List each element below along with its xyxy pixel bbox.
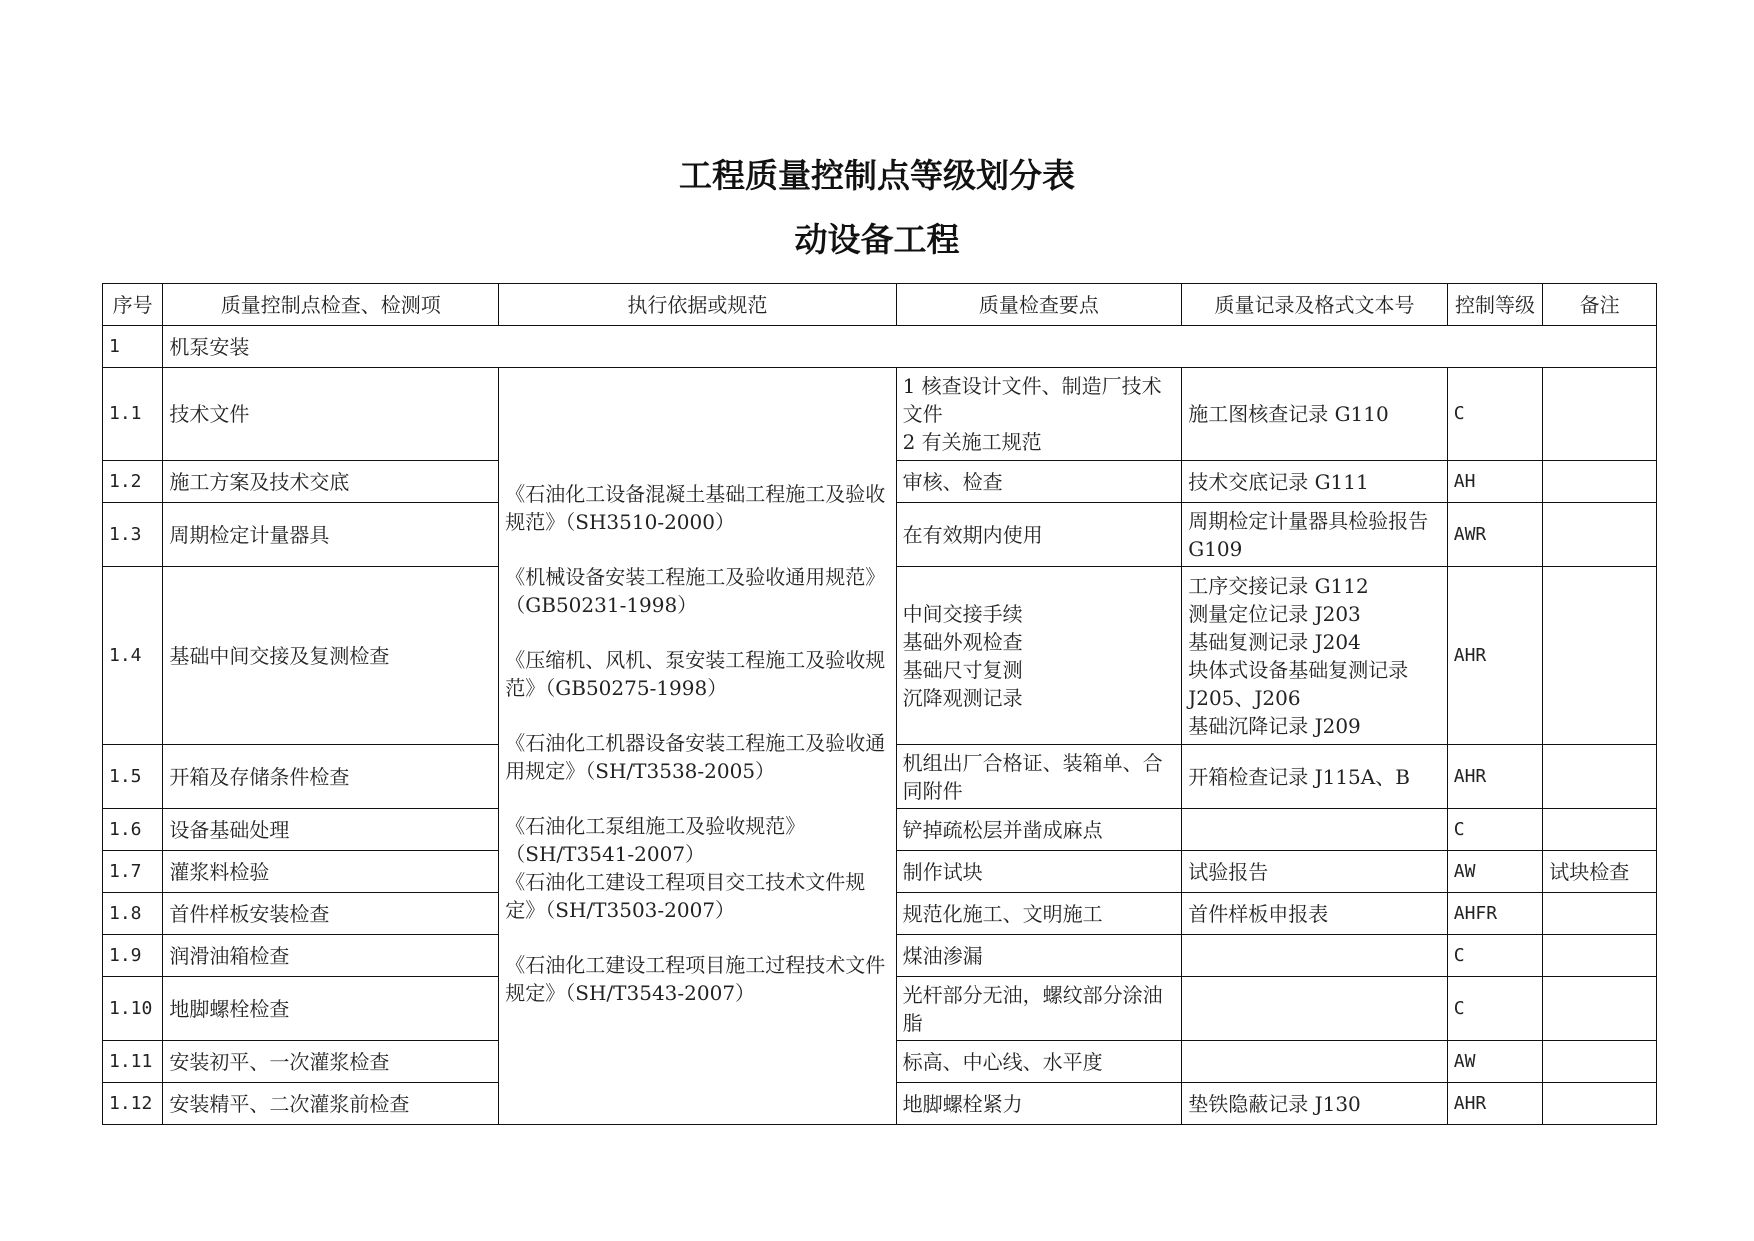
row-records-line: 周期检定计量器具检验报告 G109	[1188, 508, 1429, 561]
row-no: 1.9	[103, 935, 163, 977]
row-points-line: 沉降观测记录	[902, 685, 1023, 710]
row-points-line: 光杆部分无油，螺纹部分涂油脂	[902, 982, 1163, 1035]
standard-item: 《压缩机、风机、泵安装工程施工及验收规范》（GB50275-1998）	[505, 648, 886, 700]
row-points-line: 基础尺寸复测	[902, 657, 1023, 682]
standards-list	[505, 480, 889, 1007]
header-level: 控制等级	[1447, 284, 1543, 326]
row-records	[1182, 851, 1448, 893]
row-points	[896, 851, 1182, 893]
header-points: 质量检查要点	[896, 284, 1182, 326]
row-records	[1182, 567, 1448, 745]
row-points	[896, 368, 1182, 461]
row-remark	[1543, 1041, 1657, 1083]
row-records-line: 测量定位记录 J203	[1188, 601, 1361, 626]
row-no: 1.11	[103, 1041, 163, 1083]
row-item: 设备基础处理	[163, 809, 499, 851]
row-records-line: 试验报告	[1188, 859, 1269, 884]
row-remark	[1543, 461, 1657, 503]
row-points-line: 1 核查设计文件、制造厂技术文件	[902, 374, 1162, 426]
row-item: 基础中间交接及复测检查	[163, 567, 499, 745]
row-item: 安装精平、二次灌浆前检查	[163, 1083, 499, 1125]
row-item: 开箱及存储条件检查	[163, 745, 499, 809]
row-level: C	[1447, 809, 1543, 851]
row-points	[896, 1083, 1182, 1125]
row-level: AHR	[1447, 745, 1543, 809]
row-no: 1.2	[103, 461, 163, 503]
standard-item: 《石油化工建设工程项目交工技术文件规定》（SH/T3503-2007）	[505, 870, 866, 922]
header-records: 质量记录及格式文本号	[1182, 284, 1448, 326]
row-remark	[1543, 368, 1657, 461]
row-records-line: 垫铁隐蔽记录 J130	[1188, 1091, 1361, 1116]
standard-item: 《机械设备安装工程施工及验收通用规范》（GB50231-1998）	[505, 565, 886, 617]
row-item: 技术文件	[163, 368, 499, 461]
row-records	[1182, 1041, 1448, 1083]
row-no: 1.12	[103, 1083, 163, 1125]
row-no: 1.6	[103, 809, 163, 851]
standard-item: 《石油化工建设工程项目施工过程技术文件规定》（SH/T3543-2007）	[505, 953, 886, 1005]
row-points-line: 审核、检查	[902, 469, 1003, 494]
row-level: C	[1447, 977, 1543, 1041]
row-points	[896, 809, 1182, 851]
row-remark	[1543, 893, 1657, 935]
row-records-line: 基础复测记录 J204	[1188, 629, 1361, 654]
row-item: 施工方案及技术交底	[163, 461, 499, 503]
header-no: 序号	[103, 284, 163, 326]
row-item: 首件样板安装检查	[163, 893, 499, 935]
row-level: AHR	[1447, 567, 1543, 745]
row-points-line: 地脚螺栓紧力	[902, 1091, 1023, 1116]
row-records	[1182, 809, 1448, 851]
row-remark	[1543, 745, 1657, 809]
row-points-line: 铲掉疏松层并凿成麻点	[902, 817, 1103, 842]
standards-cell	[499, 368, 896, 1125]
row-no: 1.1	[103, 368, 163, 461]
document-title: 工程质量控制点等级划分表	[679, 156, 1075, 195]
row-points	[896, 1041, 1182, 1083]
row-no: 1.10	[103, 977, 163, 1041]
row-records-line: 基础沉降记录 J209	[1188, 713, 1361, 738]
table-header-row	[103, 284, 1657, 326]
row-no: 1.5	[103, 745, 163, 809]
row-remark	[1543, 935, 1657, 977]
row-level: AW	[1447, 851, 1543, 893]
row-item: 安装初平、一次灌浆检查	[163, 1041, 499, 1083]
section-row	[103, 326, 1657, 368]
standard-item: 《石油化工机器设备安装工程施工及验收通用规定》（SH/T3538-2005）	[505, 731, 886, 783]
row-points-line: 中间交接手续	[902, 601, 1023, 626]
row-no: 1.4	[103, 567, 163, 745]
row-records-line: 开箱检查记录 J115A、B	[1188, 764, 1410, 789]
row-remark: 试块检查	[1543, 851, 1657, 893]
row-points-line: 基础外观检查	[902, 629, 1023, 654]
row-records	[1182, 1083, 1448, 1125]
section-name: 机泵安装	[163, 326, 1657, 368]
row-records-line: 施工图核查记录 G110	[1188, 402, 1389, 426]
row-records	[1182, 368, 1448, 461]
row-remark	[1543, 977, 1657, 1041]
header-item: 质量控制点检查、检测项	[163, 284, 499, 326]
row-records	[1182, 745, 1448, 809]
row-points-line: 在有效期内使用	[902, 522, 1043, 547]
row-remark	[1543, 1083, 1657, 1125]
row-level: C	[1447, 368, 1543, 461]
row-points	[896, 567, 1182, 745]
row-remark	[1543, 809, 1657, 851]
header-remark: 备注	[1543, 284, 1657, 326]
row-level: AW	[1447, 1041, 1543, 1083]
row-level: AHFR	[1447, 893, 1543, 935]
row-level: AHR	[1447, 1083, 1543, 1125]
row-item: 周期检定计量器具	[163, 503, 499, 567]
row-level: C	[1447, 935, 1543, 977]
row-no: 1.3	[103, 503, 163, 567]
header-standard: 执行依据或规范	[499, 284, 896, 326]
row-records	[1182, 893, 1448, 935]
row-item: 地脚螺栓检查	[163, 977, 499, 1041]
row-points-line: 机组出厂合格证、装箱单、合同附件	[902, 750, 1163, 803]
row-points	[896, 935, 1182, 977]
row-points	[896, 977, 1182, 1041]
row-remark	[1543, 567, 1657, 745]
quality-control-table	[102, 283, 1657, 1125]
row-records	[1182, 461, 1448, 503]
row-no: 1.7	[103, 851, 163, 893]
row-points	[896, 461, 1182, 503]
row-records-line: 技术交底记录 G111	[1188, 469, 1369, 494]
row-records	[1182, 977, 1448, 1041]
row-points-line: 标高、中心线、水平度	[902, 1049, 1103, 1074]
row-records-line: 首件样板申报表	[1188, 901, 1329, 926]
row-records	[1182, 935, 1448, 977]
row-records-line: 块体式设备基础复测记录 J205、J206	[1188, 657, 1409, 710]
row-records	[1182, 503, 1448, 567]
document-subtitle: 动设备工程	[794, 220, 960, 259]
row-points-line: 规范化施工、文明施工	[902, 901, 1103, 926]
row-no: 1.8	[103, 893, 163, 935]
row-points	[896, 745, 1182, 809]
standard-item: 《石油化工设备混凝土基础工程施工及验收规范》（SH3510-2000）	[505, 482, 886, 534]
table-row	[103, 368, 1657, 461]
row-points-line: 煤油渗漏	[902, 943, 983, 968]
row-level: AWR	[1447, 503, 1543, 567]
section-no: 1	[103, 326, 163, 368]
row-item: 润滑油箱检查	[163, 935, 499, 977]
row-points	[896, 503, 1182, 567]
row-points-line: 制作试块	[902, 859, 983, 884]
row-item: 灌浆料检验	[163, 851, 499, 893]
row-points	[896, 893, 1182, 935]
row-points-line: 2 有关施工规范	[902, 430, 1042, 454]
row-records-line: 工序交接记录 G112	[1188, 573, 1369, 598]
row-level: AH	[1447, 461, 1543, 503]
row-remark	[1543, 503, 1657, 567]
standard-item: 《石油化工泵组施工及验收规范》（SH/T3541-2007）	[505, 814, 806, 866]
